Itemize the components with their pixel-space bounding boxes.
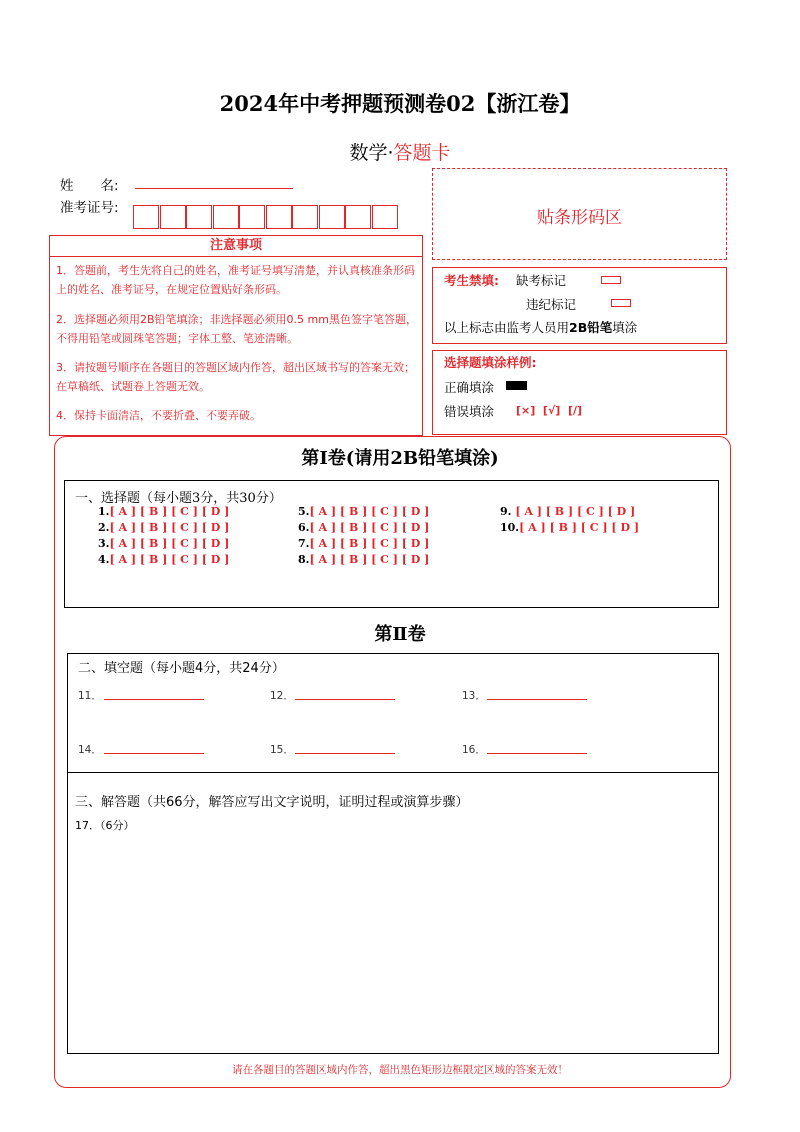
absent-mark-box[interactable]	[601, 276, 621, 284]
question-number: 4.	[98, 553, 110, 566]
barcode-label: 贴条形码区	[537, 208, 622, 228]
question-number: 3.	[98, 537, 110, 550]
fill-section-title: 二、填空题（每小题4分，共24分）	[78, 661, 285, 676]
forbidden-note	[444, 318, 637, 336]
forbidden-note-prefix: 以上标志由监考人员用	[444, 320, 570, 335]
id-digit-box[interactable]	[266, 205, 292, 229]
violation-label: 违纪标记	[526, 297, 577, 312]
fill-answer-line[interactable]	[104, 699, 204, 700]
answer-section-title: 三、解答题（共66分，解答应写出文字说明，证明过程或演算步骤）	[75, 795, 469, 810]
choice-row[interactable]	[500, 505, 635, 518]
correct-label: 正确填涂	[444, 380, 495, 395]
exam-title: 2024年中考押题预测卷02【浙江卷】	[219, 91, 581, 116]
question-number: 1.	[98, 505, 110, 518]
part1-title: 第Ⅰ卷(请用2B铅笔填涂)	[301, 448, 499, 469]
forbidden-note-bold: 2B铅笔	[569, 320, 613, 335]
card-subtitle	[0, 138, 800, 165]
question-number: 5.	[298, 505, 310, 518]
notice-item: 2．选择题必须用2B铅笔填涂；非选择题必须用0.5 mm黑色签字笔答题，不得用铅笔或圆珠笔答题；字体工整、笔迹清晰。	[56, 313, 417, 345]
notice-heading: 注意事项	[50, 236, 422, 257]
footer-warning: 请在各题目的答题区域内作答，超出黑色矩形边框限定区域的答案无效！	[232, 1064, 568, 1076]
notice-item: 4．保持卡面清洁，不要折叠、不要弄破。	[56, 409, 261, 422]
choice-options[interactable]: [ A ] [ B ] [ C ] [ D ]	[309, 537, 430, 550]
question-number: 2.	[98, 521, 110, 534]
question-17-label: 17．（6分）	[75, 819, 135, 832]
choice-options[interactable]: [ A ] [ B ] [ C ] [ D ]	[109, 537, 230, 550]
name-label: 姓 名:	[60, 178, 119, 194]
choice-options[interactable]: [ A ] [ B ] [ C ] [ D ]	[309, 521, 430, 534]
wrong-marks: [×] [√] [/]	[516, 404, 583, 417]
id-label: 准考证号:	[60, 200, 119, 216]
part2-title: 第Ⅱ卷	[374, 624, 426, 645]
choice-options[interactable]: [ A ] [ B ] [ C ] [ D ]	[515, 505, 636, 518]
name-field[interactable]	[135, 188, 293, 189]
fill-question-number: 14．	[78, 744, 102, 756]
forbidden-note-suffix: 填涂	[612, 320, 638, 335]
id-digit-box[interactable]	[213, 205, 239, 229]
choice-options[interactable]: [ A ] [ B ] [ C ] [ D ]	[109, 521, 230, 534]
id-digit-box[interactable]	[186, 205, 212, 229]
choice-options[interactable]: [ A ] [ B ] [ C ] [ D ]	[309, 505, 430, 518]
choice-row[interactable]	[298, 521, 429, 534]
id-digit-box[interactable]	[133, 205, 159, 229]
choice-row[interactable]	[500, 521, 639, 534]
choice-options[interactable]: [ A ] [ B ] [ C ] [ D ]	[309, 553, 430, 566]
example-heading: 选择题填涂样例:	[444, 355, 537, 370]
answer-section-box[interactable]	[67, 772, 719, 1054]
fill-answer-line[interactable]	[487, 753, 587, 754]
choice-row[interactable]	[298, 553, 429, 566]
id-digit-box[interactable]	[239, 205, 265, 229]
choice-row[interactable]	[298, 537, 429, 550]
filled-mark	[506, 381, 527, 390]
fill-answer-line[interactable]	[104, 753, 204, 754]
id-digit-box[interactable]	[160, 205, 186, 229]
fill-question-number: 11．	[78, 690, 102, 702]
id-digit-box[interactable]	[319, 205, 345, 229]
forbidden-label: 考生禁填:	[444, 273, 499, 288]
wrong-label: 错误填涂	[444, 404, 495, 419]
subtitle-suffix: 答题卡	[393, 142, 451, 164]
choice-row[interactable]	[98, 521, 229, 534]
question-number: 8.	[298, 553, 310, 566]
fill-question-number: 16．	[462, 744, 486, 756]
subtitle-prefix: 数学·	[349, 142, 394, 164]
question-number: 7.	[298, 537, 310, 550]
violation-mark-box[interactable]	[611, 299, 631, 307]
fill-question-number: 15．	[270, 744, 294, 756]
choice-options[interactable]: [ A ] [ B ] [ C ] [ D ]	[109, 553, 230, 566]
fill-question-number: 13．	[462, 690, 486, 702]
choice-options[interactable]: [ A ] [ B ] [ C ] [ D ]	[519, 521, 640, 534]
question-number: 6.	[298, 521, 310, 534]
id-digit-box[interactable]	[292, 205, 318, 229]
choice-section-title: 一、选择题（每小题3分，共30分）	[75, 491, 282, 506]
choice-row[interactable]	[98, 553, 229, 566]
barcode-area	[432, 168, 727, 260]
fill-answer-line[interactable]	[295, 753, 395, 754]
choice-row[interactable]	[98, 537, 229, 550]
fill-answer-line[interactable]	[295, 699, 395, 700]
choice-options[interactable]: [ A ] [ B ] [ C ] [ D ]	[109, 505, 230, 518]
notice-item: 1．答题前，考生先将自己的姓名，准考证号填写清楚，并认真核准条形码上的姓名、准考证号，在规定位置贴好条形码。	[56, 264, 415, 296]
absent-label: 缺考标记	[516, 273, 567, 288]
notice-item: 3．请按题号顺序在各题目的答题区域内作答，超出区域书写的答案无效；在草稿纸、试题卷上答题无效。	[56, 361, 415, 393]
question-number: 10.	[500, 521, 520, 534]
fill-question-number: 12．	[270, 690, 294, 702]
id-digit-box[interactable]	[372, 205, 398, 229]
choice-row[interactable]	[298, 505, 429, 518]
fill-answer-line[interactable]	[487, 699, 587, 700]
id-digit-box[interactable]	[345, 205, 371, 229]
question-number: 9.	[500, 505, 512, 518]
choice-row[interactable]	[98, 505, 229, 518]
